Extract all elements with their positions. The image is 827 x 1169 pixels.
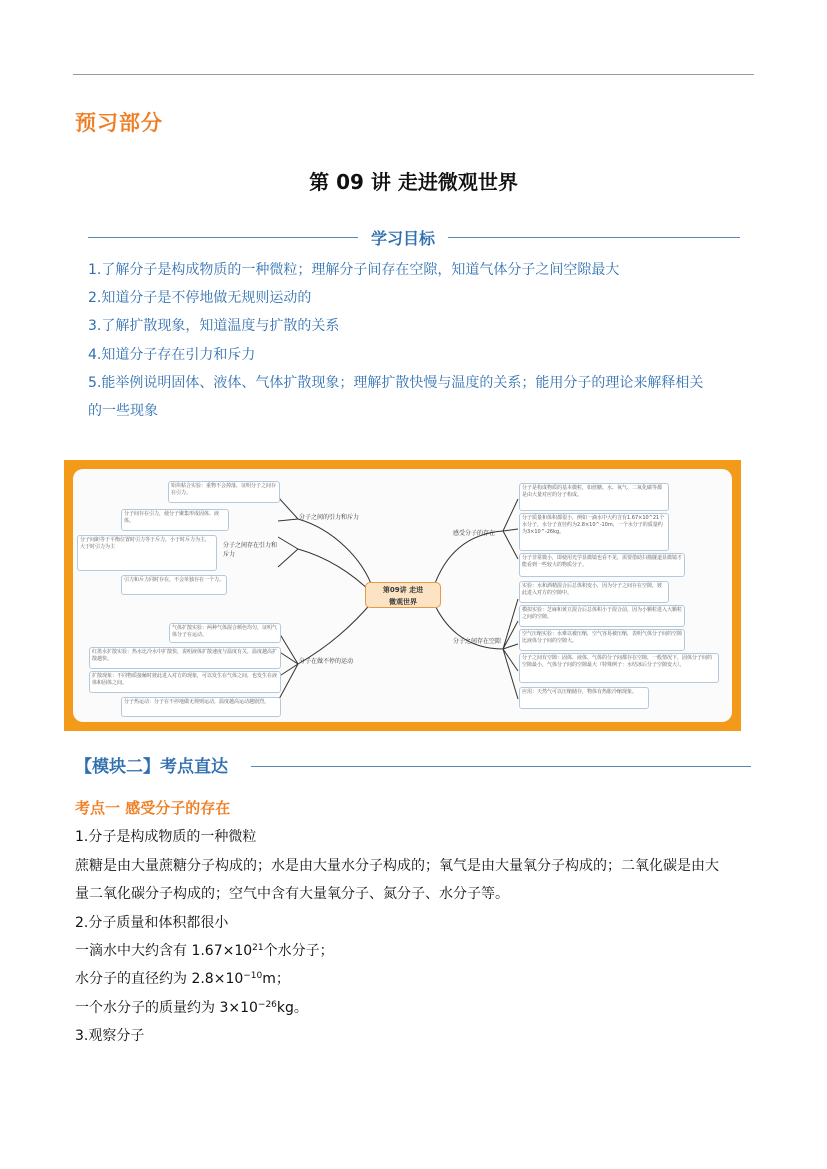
exponent: −10 — [243, 971, 263, 981]
mindmap-canvas — [73, 469, 732, 722]
header-rule — [73, 74, 754, 75]
branch-motion: 分子在做不停的运动 — [299, 658, 354, 665]
content-line-molecule-count — [75, 941, 751, 961]
content-heading: 2.分子质量和体积都很小 — [75, 915, 229, 931]
mindmap-leaf: 气体扩散实验：两种气体混合颜色均匀，证明气体分子在运动。 — [169, 623, 281, 643]
goals-rule-left — [88, 237, 358, 238]
mindmap-leaf: 铅块粘合实验：重物不会掉落，证明分子之间存在引力。 — [168, 481, 280, 503]
goals-rule-right — [448, 237, 740, 238]
mindmap-leaf: 扩散现象：不同物质接触时彼此进入对方的现象，可以发生在气体之间，也发生在液体和固体之间。 — [89, 671, 281, 693]
mindmap-leaf: 分子之间有空隙：固体、液体、气体的分子间都存在空隙，一般情况下，固体分子间的空隙最小，气体分子间的空隙最大（特殊例子：水结冰后分子空隙变大）。 — [519, 653, 719, 683]
content-heading: 1.分子是构成物质的一种微粒 — [75, 829, 257, 845]
goal-item: 4.知道分子存在引力和斥力 — [88, 347, 256, 363]
module-heading — [75, 752, 751, 780]
section-label: 预习部分 — [75, 111, 163, 135]
lecture-title: 第 09 讲 走进微观世界 — [309, 170, 518, 194]
mindmap-center-line: 微观世界 — [389, 598, 417, 606]
content-line-diameter — [75, 969, 751, 989]
text-run: 一个水分子的质量约为 3×10 — [75, 1000, 258, 1016]
branch-exist: 感受分子的存在 — [453, 530, 496, 537]
mindmap-figure — [64, 460, 741, 731]
branch-force: 分子之间的引力和斥力 — [299, 514, 360, 521]
mindmap-leaf: 分子是构成物质的基本微粒，如蔗糖、水、氧气、二氧化碳等都是由大量对应的分子构成。 — [519, 483, 669, 511]
content-line-mass — [75, 998, 751, 1018]
mindmap-leaf: 模拟实验：芝麻和黄豆混合后总体积小于混合前，因为小颗粒进入大颗粒之间的空隙。 — [519, 605, 685, 627]
goal-item: 3.了解扩散现象，知道温度与扩散的关系 — [88, 318, 340, 334]
mindmap-leaf: 分子质量和体积都很小，例如一滴水中大约含有1.67×10^21个水分子，水分子直径约为2.8×10^-10m，一个水分子的质量约为3×10^-26kg。 — [519, 513, 669, 551]
content-paragraph: 蔗糖是由大量蔗糖分子构成的；水是由大量水分子构成的；氧气是由大量氧分子构成的；二氧化碳是由大 — [75, 858, 719, 874]
mindmap-leaf: 分子非常微小，即使用光学显微镜也看不见，需要借助扫描隧道显微镜才能看到一些较大的物质分子。 — [519, 553, 685, 577]
content-paragraph: 量二氧化碳分子构成的；空气中含有大量氧分子、氮分子、水分子等。 — [75, 886, 509, 902]
text-run: kg。 — [276, 1000, 308, 1016]
goal-item: 5.能举例说明固体、液体、气体扩散现象；理解扩散快慢与温度的关系；能用分子的理论来解释相关 — [88, 375, 704, 391]
point-title: 考点一 感受分子的存在 — [75, 799, 231, 817]
goal-item: 2.知道分子是不停地做无规则运动的 — [88, 290, 312, 306]
text-run: m； — [262, 971, 290, 987]
branch-force-mid: 分子之间存在引力和斥力 — [223, 542, 278, 558]
text-run: 一滴水中大约含有 1.67×10 — [75, 943, 253, 959]
goal-item: 的一些现象 — [88, 403, 158, 419]
text-run: 个水分子； — [263, 943, 334, 959]
goals-title: 学习目标 — [358, 226, 448, 249]
mindmap-leaf: 分子间存在引力，使分子聚集形成固体、液体。 — [121, 509, 229, 531]
mindmap-center — [365, 582, 441, 608]
module-rule — [251, 766, 751, 767]
content-heading: 3.观察分子 — [75, 1028, 145, 1044]
goal-item: 1.了解分子是构成物质的一种微粒；理解分子间存在空隙，知道气体分子之间空隙最大 — [88, 262, 620, 278]
branch-gap: 分子之间存在空隙 — [453, 638, 502, 645]
mindmap-leaf: 空气压缩实验：水难以被压缩，空气容易被压缩，表明气体分子间的空隙比液体分子间的空隙大。 — [519, 629, 685, 651]
goals-heading — [88, 226, 740, 250]
text-run: 水分子的直径约为 2.8×10 — [75, 971, 244, 987]
mindmap-leaf: 分子热运动：分子在不停地做无规则运动，温度越高运动越剧烈。 — [121, 697, 281, 717]
exponent: 21 — [252, 943, 264, 953]
mindmap-leaf: 红墨水扩散实验：热水比冷水中扩散快，说明液体扩散速度与温度有关，温度越高扩散越快。 — [89, 647, 281, 669]
mindmap-leaf: 引力和斥力同时存在，不会单独存在一个力。 — [121, 575, 227, 595]
mindmap-leaf: 分子间距等于平衡位置时引力等于斥力，小于时斥力为主，大于时引力为主 — [77, 535, 217, 571]
mindmap-leaf: 实验：水和酒精混合后总体积变小，因为分子之间存在空隙，彼此进入对方的空隙中。 — [519, 581, 669, 603]
mindmap-center-line: 第09讲 走进 — [382, 586, 424, 594]
module-title: 【模块二】考点直达 — [75, 757, 228, 777]
mindmap-leaf: 应用：天然气可以压缩储存，物体有热胀冷缩现象。 — [519, 687, 649, 709]
exponent: −26 — [257, 1000, 277, 1010]
